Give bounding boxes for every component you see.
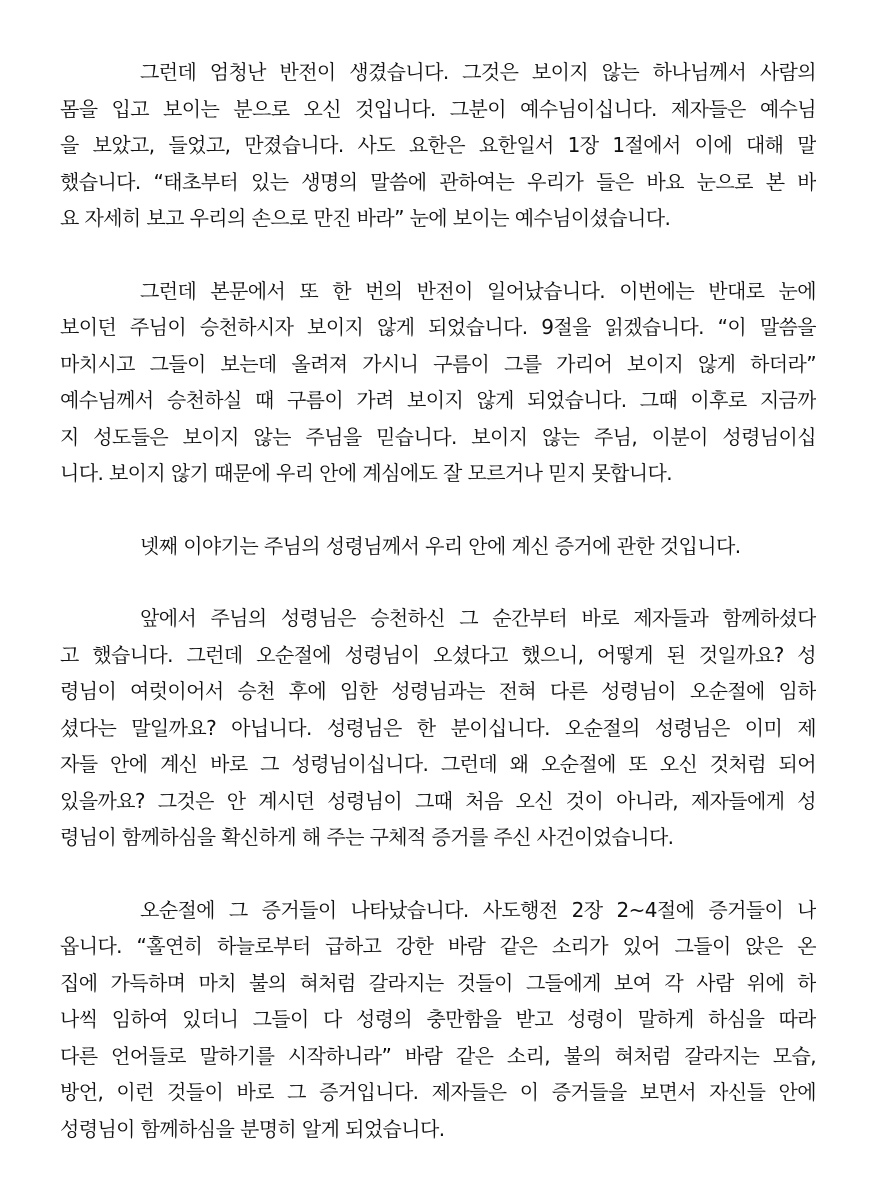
text-line: 옵니다. “홀연히 하늘로부터 급하고 강한 바람 같은 소리가 있어 그들이 앉은 온 [60, 934, 816, 958]
paragraph-1 [60, 54, 816, 237]
paragraph-4 [60, 600, 816, 856]
paragraph-spacer [60, 856, 816, 892]
text-line: 했습니다. “태초부터 있는 생명의 말씀에 관하여는 우리가 들은 바요 눈으로 본 바 [60, 169, 816, 194]
text-line: 그런데 엄청난 반전이 생겼습니다. 그것은 보이지 않는 하나님께서 사람의 [140, 60, 816, 84]
text-line: 령님이 함께하심을 확신하게 해 주는 구체적 증거를 주신 사건이었습니다. [60, 825, 674, 849]
text-line: 방언, 이런 것들이 바로 그 증거입니다. 제자들은 이 증거들을 보면서 자신들 안에 [60, 1080, 816, 1104]
text-line: 그런데 본문에서 또 한 번의 반전이 일어났습니다. 이번에는 반대로 눈에 [140, 278, 816, 303]
text-line: 요 자세히 보고 우리의 손으로 만진 바라” 눈에 보이는 예수님이셨습니다. [60, 206, 671, 230]
paragraph-spacer [60, 564, 816, 600]
text-line: 고 했습니다. 그런데 오순절에 성령님이 오셨다고 했으니, 어떻게 된 것일까요? 성 [60, 642, 816, 667]
paragraph-spacer [60, 492, 816, 528]
text-line: 성령님이 함께하심을 분명히 알게 되었습니다. [60, 1116, 445, 1141]
paragraph-5 [60, 892, 816, 1148]
text-line: 예수님께서 승천하실 때 구름이 가려 보이지 않게 되었습니다. 그때 이후로 지금까 [60, 388, 816, 412]
text-line: 나씩 임하여 있더니 그들이 다 성령의 충만함을 받고 성령이 말하게 하심을 따라 [60, 1007, 816, 1031]
document-body [60, 54, 816, 1147]
text-line: 셨다는 말일까요? 아닙니다. 성령님은 한 분이십니다. 오순절의 성령님은 이미 제 [60, 715, 816, 740]
text-line: 오순절에 그 증거들이 나타났습니다. 사도행전 2장 2~4절에 증거들이 나 [140, 897, 816, 922]
text-line: 있을까요? 그것은 안 계시던 성령님이 그때 처음 오신 것이 아니라, 제자들에게 성 [60, 788, 816, 813]
paragraph-2 [60, 273, 816, 492]
text-line: 넷째 이야기는 주님의 성령님께서 우리 안에 계신 증거에 관한 것입니다. [140, 533, 741, 558]
text-line: 니다. 보이지 않기 때문에 우리 안에 계심에도 잘 모르거나 믿지 못합니다. [60, 461, 672, 485]
text-line: 령님이 여럿이어서 승천 후에 임한 성령님과는 전혀 다른 성령님이 오순절에 임하 [60, 679, 816, 703]
text-line: 보이던 주님이 승천하시자 보이지 않게 되었습니다. 9절을 읽겠습니다. “이 말씀을 [60, 315, 816, 339]
paragraph-3 [60, 528, 816, 565]
text-line: 몸을 입고 보이는 분으로 오신 것입니다. 그분이 예수님이십니다. 제자들은 예수님 [60, 96, 816, 121]
text-line: 지 성도들은 보이지 않는 주님을 믿습니다. 보이지 않는 주님, 이분이 성령님이십 [60, 424, 816, 449]
paragraph-spacer [60, 237, 816, 273]
text-line: 다른 언어들로 말하기를 시작하니라” 바람 같은 소리, 불의 혀처럼 갈라지는 모습, [60, 1043, 816, 1068]
text-line: 마치시고 그들이 보는데 올려져 가시니 구름이 그를 가리어 보이지 않게 하더라” [60, 351, 816, 376]
text-line: 집에 가득하며 마치 불의 혀처럼 갈라지는 것들이 그들에게 보여 각 사람 위에 하 [60, 970, 816, 995]
text-line: 앞에서 주님의 성령님은 승천하신 그 순간부터 바로 제자들과 함께하셨다 [140, 606, 816, 630]
text-line: 을 보았고, 들었고, 만졌습니다. 사도 요한은 요한일서 1장 1절에서 이에 대해 말 [60, 133, 816, 157]
text-line: 자들 안에 계신 바로 그 성령님이십니다. 그런데 왜 오순절에 또 오신 것처럼 되어 [60, 752, 816, 776]
